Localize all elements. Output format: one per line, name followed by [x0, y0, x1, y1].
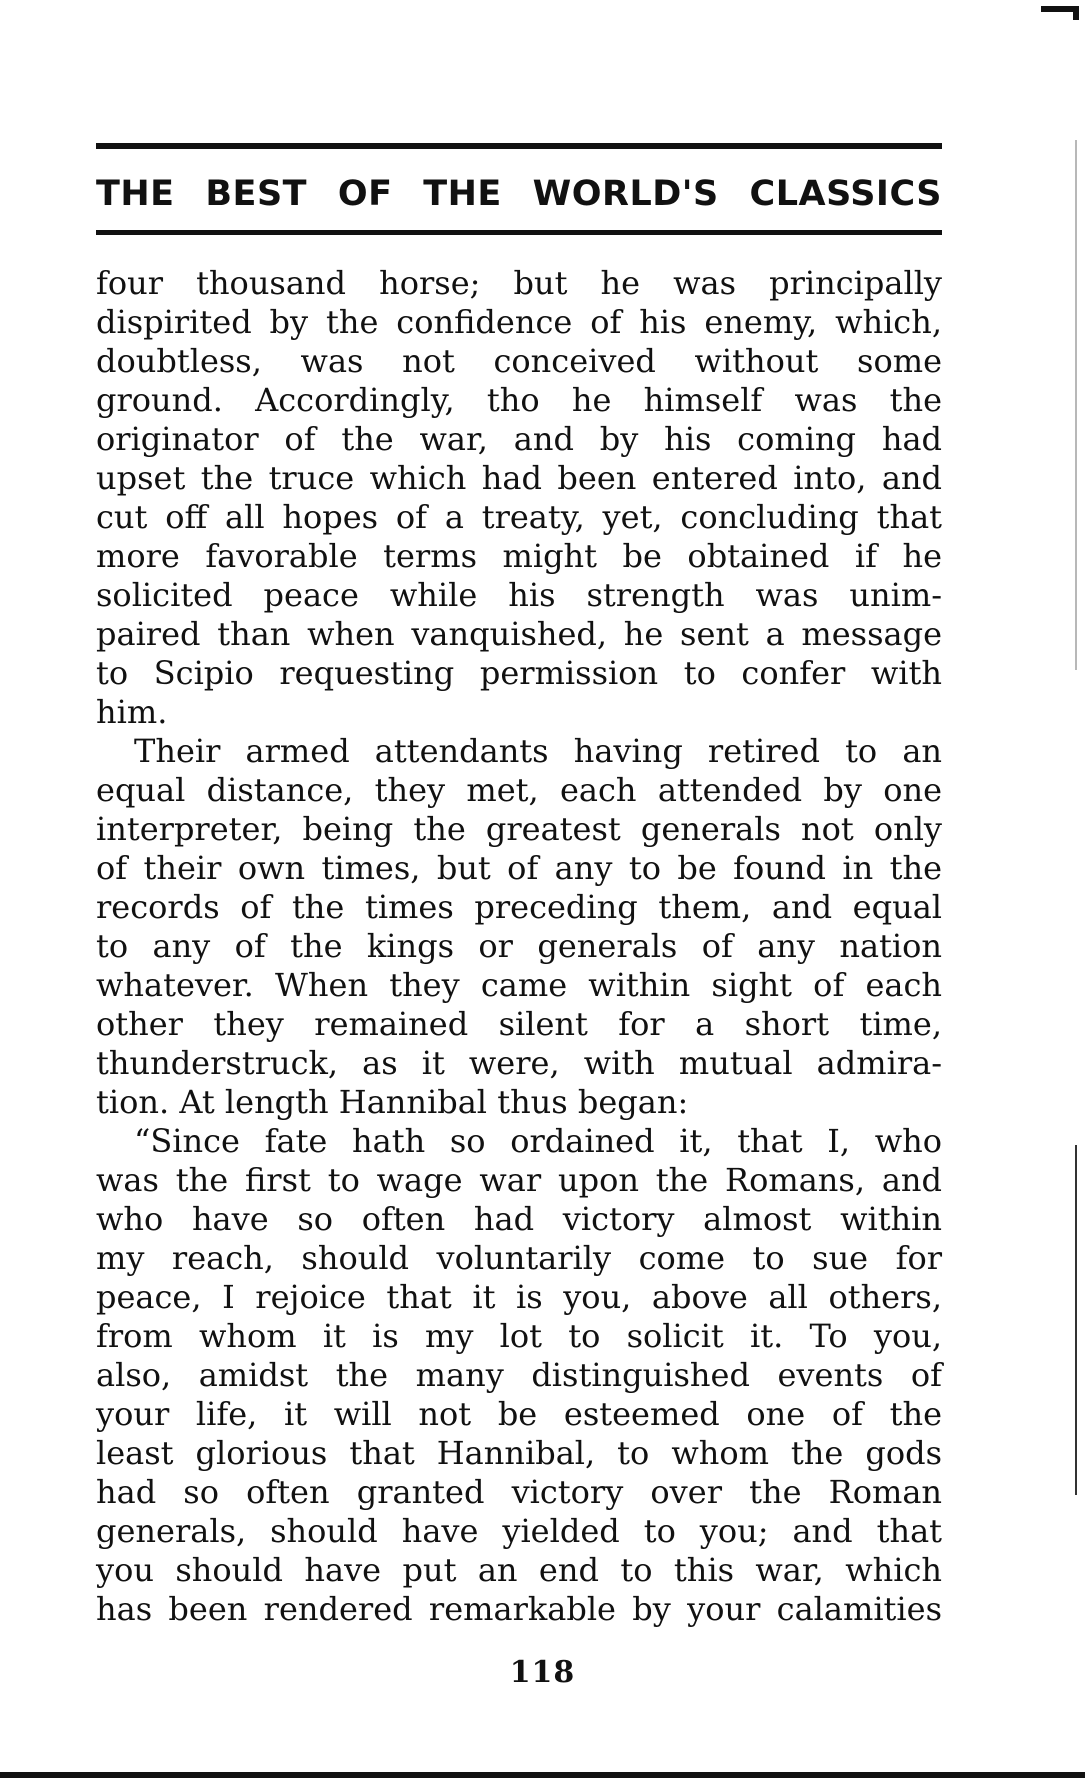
text-line: solicited peace while his strength was unim- — [96, 576, 942, 614]
text-line: from whom it is my lot to solicit it. To you, — [96, 1317, 942, 1355]
text-line: more favorable terms might be obtained if he — [96, 537, 942, 575]
text-line: cut off all hopes of a treaty, yet, concluding that — [96, 498, 942, 536]
text-line: Their armed attendants having retired to an — [134, 732, 942, 770]
text-line: doubtless, was not conceived without some — [96, 342, 942, 380]
text-line: dispirited by the confidence of his enemy, which, — [96, 303, 942, 341]
text-line: ground. Accordingly, tho he himself was the — [96, 381, 942, 419]
text-line: him. — [96, 693, 168, 731]
corner-mark — [1041, 6, 1079, 20]
text-line: to Scipio requesting permission to confer with — [96, 654, 942, 692]
text-line: generals, should have yielded to you; and that — [96, 1512, 942, 1550]
text-line: peace, I rejoice that it is you, above all others, — [96, 1278, 942, 1316]
page-edge-shadow — [1075, 140, 1077, 670]
header-bottom-rule — [96, 230, 942, 235]
text-line: other they remained silent for a short time, — [96, 1005, 942, 1043]
text-line: equal distance, they met, each attended by one — [96, 771, 942, 809]
page-bottom-edge — [0, 1772, 1085, 1778]
text-line: was the first to wage war upon the Romans, and — [96, 1161, 942, 1199]
text-line: “Since fate hath so ordained it, that I, who — [134, 1122, 942, 1160]
text-line: records of the times preceding them, and equal — [96, 888, 942, 926]
text-line: interpreter, being the greatest generals not only — [96, 810, 942, 848]
running-title: THE BEST OF THE WORLD'S CLASSICS — [96, 174, 942, 214]
text-line: tion. At length Hannibal thus began: — [96, 1083, 689, 1121]
text-line: your life, it will not be esteemed one of the — [96, 1395, 942, 1433]
body-text — [96, 264, 942, 1629]
page-edge-shadow — [1075, 1145, 1077, 1495]
text-line: least glorious that Hannibal, to whom the gods — [96, 1434, 942, 1472]
text-line: whatever. When they came within sight of each — [96, 966, 942, 1004]
text-line: has been rendered remarkable by your calamities — [96, 1590, 942, 1628]
text-line: originator of the war, and by his coming had — [96, 420, 942, 458]
text-line: who have so often had victory almost within — [96, 1200, 942, 1238]
page-number: 118 — [509, 1655, 576, 1690]
header-top-rule — [96, 143, 942, 149]
text-line: four thousand horse; but he was principally — [96, 264, 942, 302]
text-line: my reach, should voluntarily come to sue for — [96, 1239, 942, 1277]
text-line: you should have put an end to this war, which — [96, 1551, 942, 1589]
text-line: also, amidst the many distinguished events of — [96, 1356, 942, 1394]
text-line: paired than when vanquished, he sent a message — [96, 615, 942, 653]
text-line: of their own times, but of any to be found in the — [96, 849, 942, 887]
text-line: upset the truce which had been entered into, and — [96, 459, 942, 497]
text-line: to any of the kings or generals of any nation — [96, 927, 942, 965]
text-line: thunderstruck, as it were, with mutual admira- — [96, 1044, 942, 1082]
text-line: had so often granted victory over the Roman — [96, 1473, 942, 1511]
